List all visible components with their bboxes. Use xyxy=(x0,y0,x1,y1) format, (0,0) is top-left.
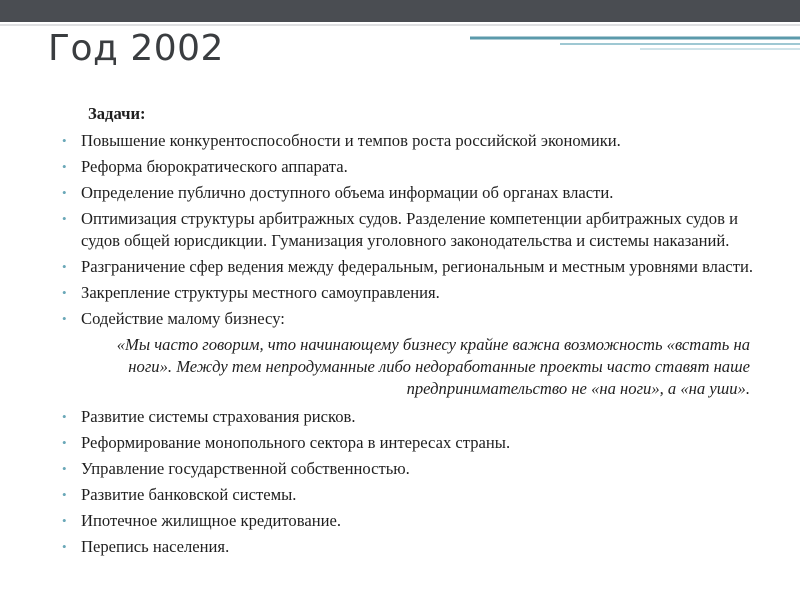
list-item xyxy=(62,256,762,278)
list-item-text: Реформа бюрократического аппарата. xyxy=(81,157,348,176)
list-item-text: Реформирование монопольного сектора в интересах страны. xyxy=(81,433,511,452)
list-item xyxy=(62,308,762,330)
list-item xyxy=(62,182,762,204)
bullet-icon: • xyxy=(62,435,67,450)
bullet-icon: • xyxy=(62,185,67,200)
slide-title: Год 2002 xyxy=(48,28,224,69)
list-item xyxy=(62,208,762,252)
list-item xyxy=(62,484,762,506)
list-item xyxy=(62,536,762,558)
list-item xyxy=(62,406,762,428)
list-item xyxy=(62,282,762,304)
list-item-text: Управление государственной собственностью. xyxy=(81,459,410,478)
list-item-text: Содействие малому бизнесу: xyxy=(81,309,285,328)
list-item xyxy=(62,432,762,454)
list-item-text: Закрепление структуры местного самоуправления. xyxy=(81,283,440,302)
list-item-text: Разграничение сфер ведения между федеральным, региональным и местным уровнями власти. xyxy=(81,257,753,276)
list-item-text: Определение публично доступного объема информации об органах власти. xyxy=(81,183,614,202)
bullet-icon: • xyxy=(62,133,67,148)
slide-content xyxy=(62,103,762,562)
list-item xyxy=(62,510,762,532)
tasks-list xyxy=(62,130,762,558)
list-item-text: Развитие системы страхования рисков. xyxy=(81,407,356,426)
bullet-icon: • xyxy=(62,211,67,226)
bullet-icon: • xyxy=(62,539,67,554)
list-item xyxy=(62,458,762,480)
quote-text: «Мы часто говорим, что начинающему бизнесу крайне важна возможность «встать на ноги». Между тем непродуманные либо недоработанные проекты часто ставят наше предпринимательство не «на ноги», а «на уши». xyxy=(116,335,750,398)
list-item-text: Перепись населения. xyxy=(81,537,230,556)
bullet-icon: • xyxy=(62,461,67,476)
bullet-icon: • xyxy=(62,285,67,300)
tasks-heading: Задачи: xyxy=(88,104,146,123)
bullet-icon: • xyxy=(62,159,67,174)
list-item-text: Развитие банковской системы. xyxy=(81,485,297,504)
bullet-icon: • xyxy=(62,513,67,528)
list-item-text: Ипотечное жилищное кредитование. xyxy=(81,511,341,530)
list-item xyxy=(62,130,762,152)
bullet-icon: • xyxy=(62,487,67,502)
list-item-text: Оптимизация структуры арбитражных судов. Разделение компетенции арбитражных судов и судов общей юрисдикции. Гуманизация уголовного законодательства и системы наказаний. xyxy=(81,209,738,250)
bullet-icon: • xyxy=(62,311,67,326)
quote-block xyxy=(62,334,762,400)
list-item xyxy=(62,156,762,178)
list-item-text: Повышение конкурентоспособности и темпов роста российской экономики. xyxy=(81,131,621,150)
bullet-icon: • xyxy=(62,409,67,424)
bullet-icon: • xyxy=(62,259,67,274)
